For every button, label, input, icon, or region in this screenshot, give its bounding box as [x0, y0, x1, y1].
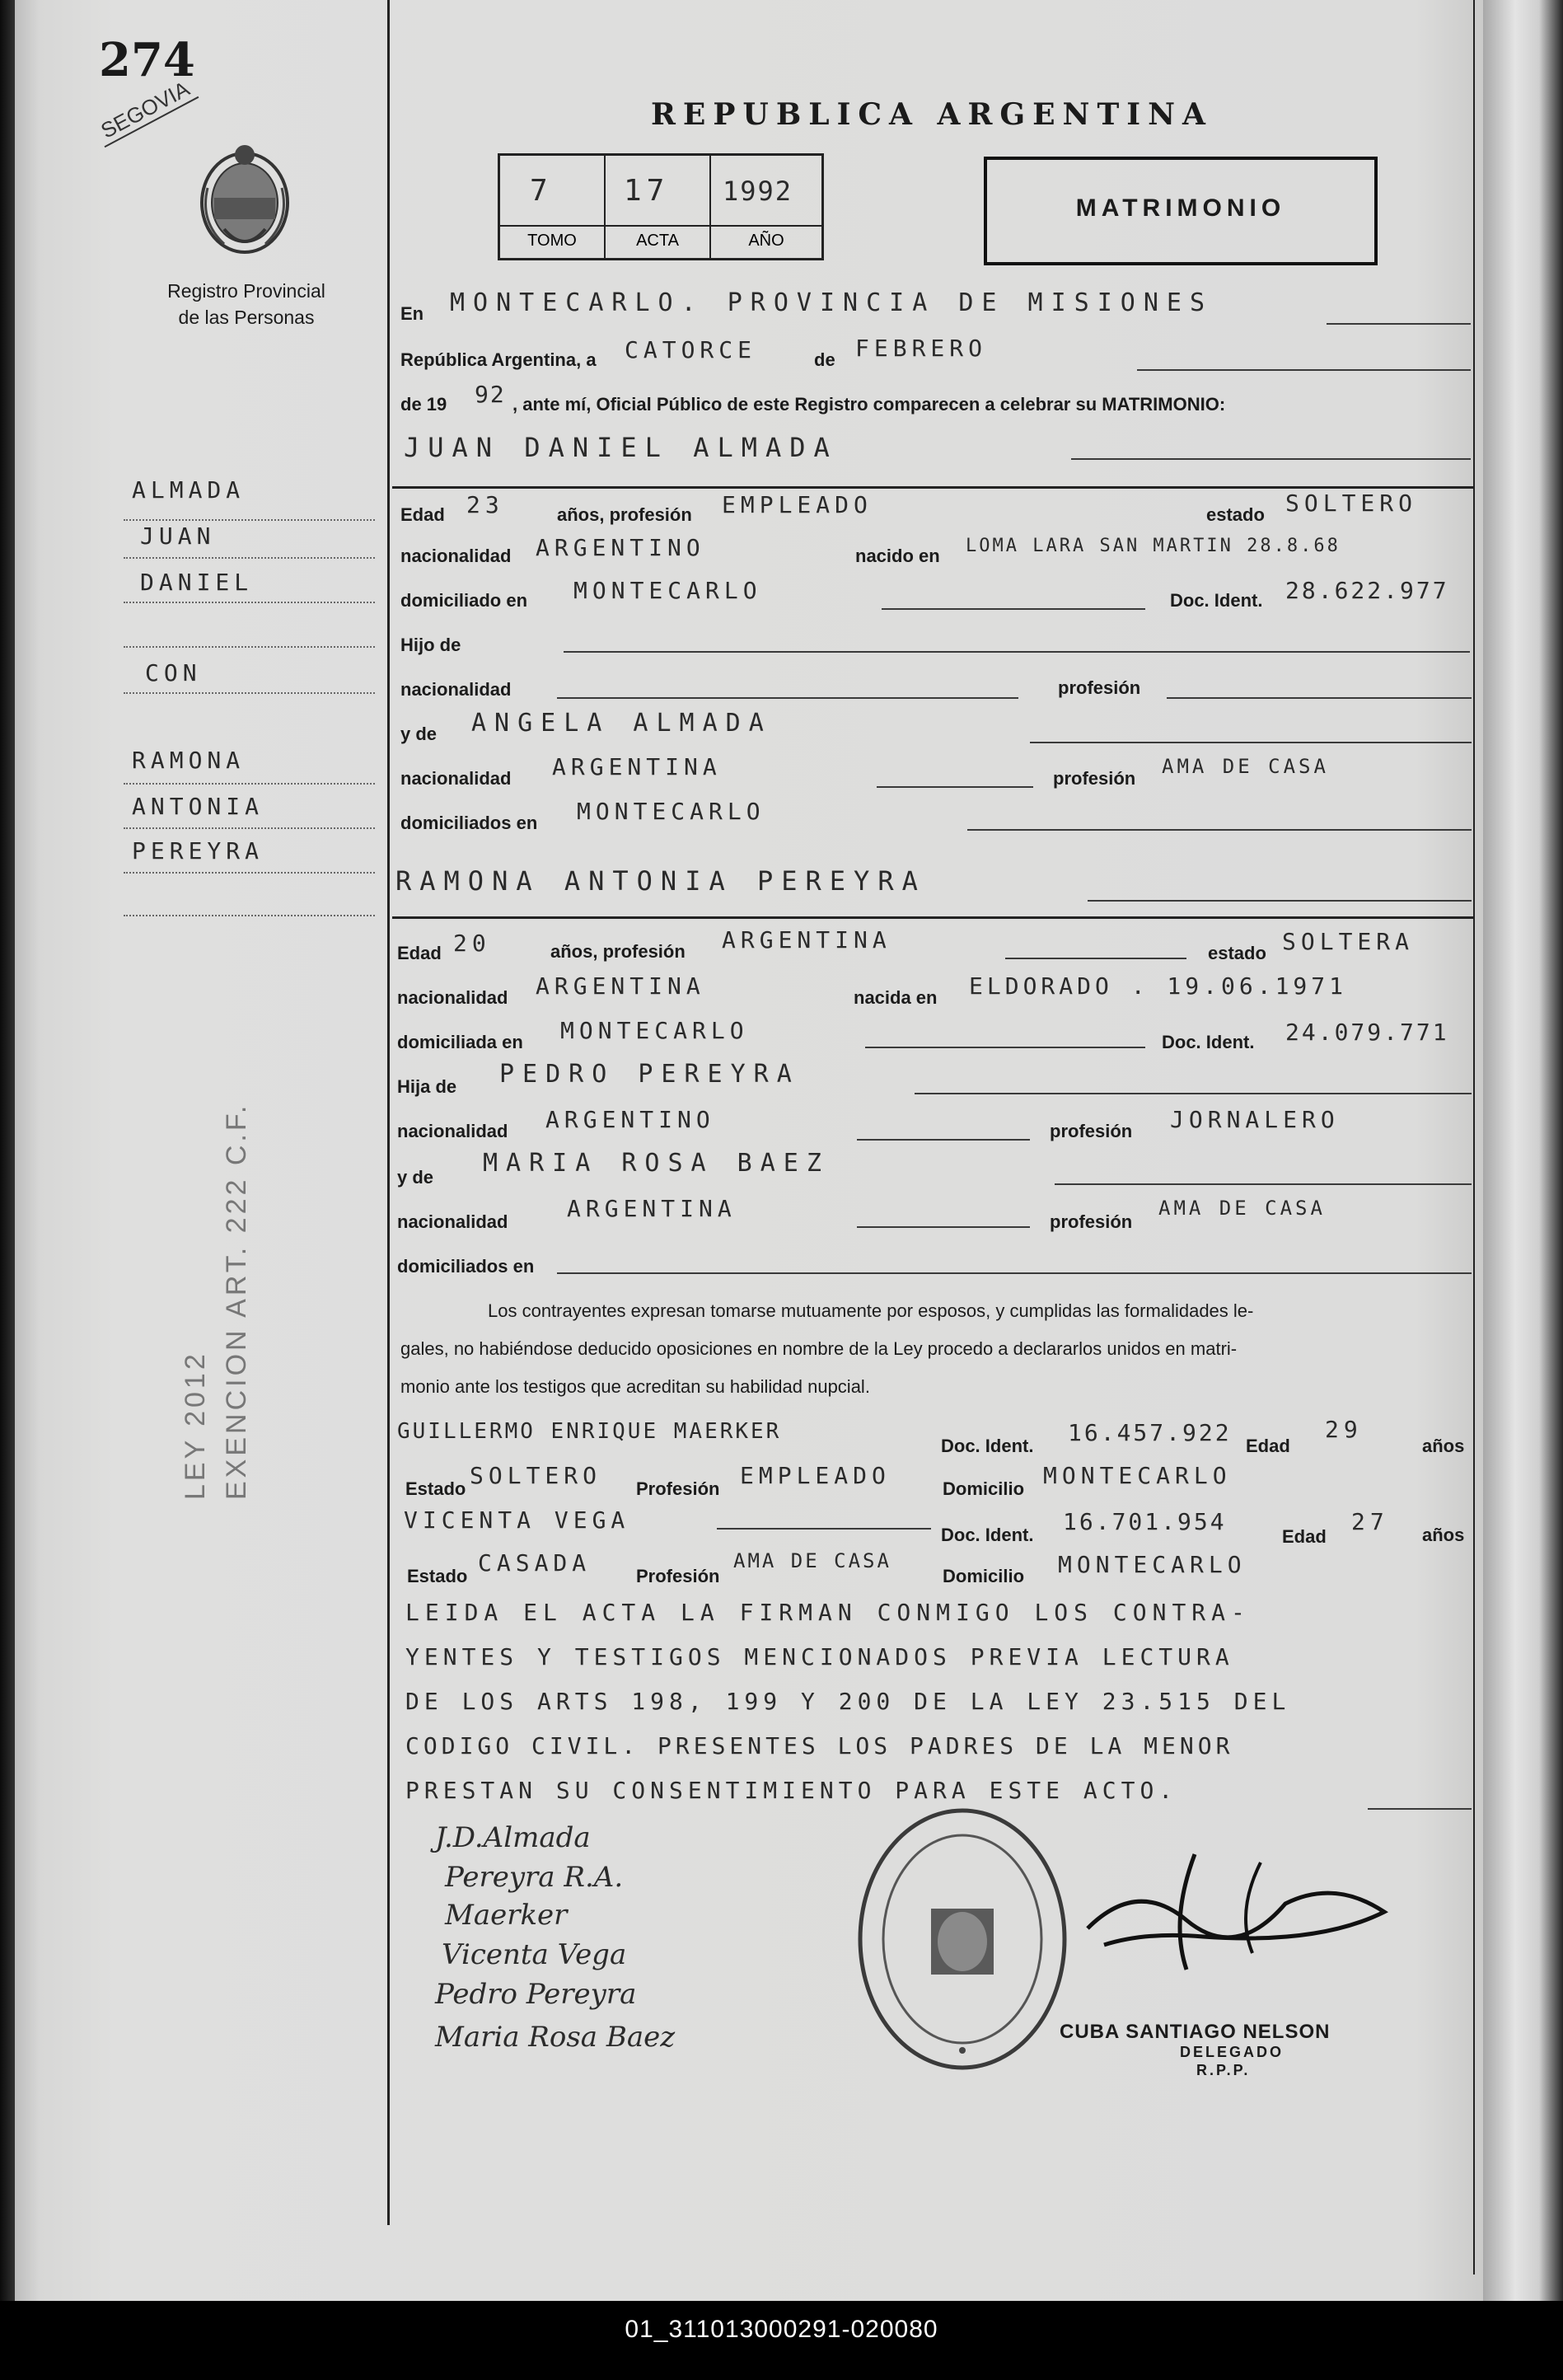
witness1-domicilio: MONTECARLO: [1043, 1462, 1232, 1489]
day-value: CATORCE: [625, 336, 757, 363]
official-seal-icon: [854, 1803, 1071, 2075]
groom-padre-prof-label: profesión: [1058, 677, 1141, 698]
groom-nacido: LOMA LARA SAN MARTIN 28.8.68: [966, 536, 1341, 556]
field-line: [1327, 323, 1471, 325]
signature-bride-father: Pedro Pereyra: [435, 1978, 637, 2011]
place-value: MONTECARLO. PROVINCIA DE MISIONES: [450, 288, 1214, 317]
declaration-line3: monio ante los testigos que acreditan su habilidad nupcial.: [400, 1376, 870, 1397]
margin-rule: [124, 519, 375, 521]
field-line: [857, 1226, 1030, 1228]
bride-padre-nac: ARGENTINO: [545, 1106, 715, 1133]
groom-domicilio-label: domiciliado en: [400, 590, 528, 611]
margin-rule: [124, 646, 375, 648]
signature-bride: Pereyra R.A.: [445, 1861, 624, 1894]
page-number: 274: [99, 33, 195, 87]
witness2-domicilio-label: Domicilio: [943, 1566, 1025, 1586]
margin-stamp: SEGOVIA: [92, 73, 199, 148]
field-line: [557, 697, 1018, 699]
bride-madre-prof: AMA DE CASA: [1158, 1197, 1326, 1220]
margin-name-line: CON: [145, 659, 202, 686]
witness1-profesion-label: Profesión: [636, 1478, 720, 1499]
margin-rule: [124, 557, 375, 559]
bride-madre-nac-label: nacionalidad: [397, 1211, 508, 1232]
field-line: [882, 608, 1145, 610]
country-title: REPUBLICA ARGENTINA: [651, 97, 1213, 132]
witness2-doc: 16.701.954: [1063, 1508, 1227, 1535]
groom-madre-prof-label: profesión: [1053, 768, 1136, 789]
declaration-line2: gales, no habiéndose deducido oposiciones en nombre de la Ley procedo a declararlos unidos en matri-: [400, 1338, 1238, 1359]
acta-label: ACTA: [606, 225, 709, 251]
bride-edad-label: Edad: [397, 943, 442, 963]
bride-estado: SOLTERA: [1282, 928, 1415, 955]
witness1-edad-label: Edad: [1246, 1436, 1290, 1456]
bride-estado-label: estado: [1208, 943, 1266, 963]
note-line: CODIGO CIVIL. PRESENTES LOS PADRES DE LA MENOR: [405, 1732, 1234, 1759]
field-line: [1005, 958, 1186, 959]
acta-value: 17: [624, 174, 670, 208]
witness2-profesion-label: Profesión: [636, 1566, 720, 1586]
bride-domicilio-label: domiciliada en: [397, 1032, 523, 1052]
field-line: [1071, 458, 1471, 460]
witness2-domicilio: MONTECARLO: [1058, 1551, 1247, 1578]
margin-name-line: JUAN: [140, 522, 216, 550]
groom-estado-label: estado: [1206, 504, 1265, 525]
field-line: [1030, 742, 1472, 743]
groom-domicilio: MONTECARLO: [573, 577, 762, 604]
margin-name-line: RAMONA: [132, 747, 246, 774]
record-number-box: [498, 153, 824, 260]
signature-witness1: Maerker: [445, 1899, 568, 1932]
bride-padre-nac-label: nacionalidad: [397, 1121, 508, 1141]
margin-rule: [124, 872, 375, 874]
acta-cell: [606, 156, 711, 258]
groom-doc-label: Doc. Ident.: [1170, 590, 1263, 611]
field-line: [1368, 1808, 1472, 1810]
exemption-stamp-line1: LEY 2012: [180, 1351, 211, 1500]
witness1-doc-label: Doc. Ident.: [941, 1436, 1034, 1456]
groom-edad: 23: [466, 491, 504, 518]
witness2-edad-label: Edad: [1282, 1526, 1327, 1547]
month-value: FEBRERO: [855, 335, 988, 362]
groom-madre-nac: ARGENTINA: [552, 753, 722, 780]
field-line: [557, 1272, 1472, 1274]
exemption-stamp-line2: EXENCION ART. 222 C.F.: [221, 1102, 252, 1500]
record-type: MATRIMONIO: [1075, 194, 1286, 222]
note-line: PRESTAN SU CONSENTIMIENTO PARA ESTE ACTO.: [405, 1777, 1178, 1804]
margin-name-line: DANIEL: [140, 569, 254, 596]
margin-rule: [124, 602, 375, 603]
groom-madre-prof: AMA DE CASA: [1162, 755, 1329, 778]
margin-rule: [124, 692, 375, 694]
field-line: [1088, 900, 1472, 902]
ano-value: 1992: [723, 176, 793, 207]
bride-padre: PEDRO PEREYRA: [499, 1060, 800, 1089]
groom-edad-label: Edad: [400, 504, 445, 525]
declaration-line1: Los contrayentes expresan tomarse mutuamente por esposos, y cumplidas las formalidades le-: [488, 1300, 1254, 1321]
republic-label: República Argentina, a: [400, 349, 597, 370]
witness1-estado-label: Estado: [405, 1478, 466, 1499]
groom-padres-dom-label: domiciliados en: [400, 813, 538, 833]
registry-name-line1: Registro Provincial: [167, 280, 325, 302]
note-line: YENTES Y TESTIGOS MENCIONADOS PREVIA LECTURA: [405, 1643, 1234, 1670]
margin-rule: [124, 783, 375, 785]
field-line: [857, 1139, 1030, 1141]
groom-nacido-label: nacido en: [855, 546, 940, 566]
witness2-estado-label: Estado: [407, 1566, 468, 1586]
margin-name-line: PEREYRA: [132, 837, 264, 864]
witness1-profesion: EMPLEADO: [740, 1462, 891, 1489]
note-line: LEIDA EL ACTA LA FIRMAN CONMIGO LOS CONTRA-: [405, 1599, 1251, 1626]
coat-of-arms-icon: [191, 138, 298, 259]
bride-nacida: ELDORADO . 19.06.1971: [969, 972, 1348, 1000]
image-identifier: 01_311013000291-020080: [625, 2316, 938, 2343]
groom-madre: ANGELA ALMADA: [471, 709, 772, 738]
bride-doc-label: Doc. Ident.: [1162, 1032, 1255, 1052]
margin-name-line: ANTONIA: [132, 793, 264, 820]
tomo-label: TOMO: [500, 225, 604, 251]
field-line: [717, 1528, 931, 1530]
bride-nacionalidad: ARGENTINA: [536, 972, 705, 1000]
bride-madre-prof-label: profesión: [1050, 1211, 1133, 1232]
official-signature-icon: [1071, 1846, 1417, 1978]
bride-edad: 20: [453, 930, 491, 957]
signature-groom: J.D.Almada: [435, 1821, 591, 1854]
official-title: DELEGADO: [1180, 2044, 1285, 2060]
groom-profesion-label: años, profesión: [557, 504, 692, 525]
en-label: En: [400, 303, 424, 324]
groom-padres-dom: MONTECARLO: [577, 798, 765, 825]
page-edge: [1483, 0, 1563, 2301]
signature-bride-mother: Maria Rosa Baez: [435, 2021, 676, 2054]
witness1-domicilio-label: Domicilio: [943, 1478, 1025, 1499]
field-line: [967, 829, 1472, 831]
field-line: [1055, 1183, 1472, 1185]
bride-padre-prof-label: profesión: [1050, 1121, 1133, 1141]
right-border: [1473, 0, 1475, 2275]
field-line: [1167, 697, 1472, 699]
witness1-name: GUILLERMO ENRIQUE MAERKER: [397, 1419, 782, 1444]
field-line: [1137, 369, 1471, 371]
bride-full-name: RAMONA ANTONIA PEREYRA: [395, 865, 926, 897]
year-suffix: 92: [475, 381, 506, 408]
groom-nacionalidad-label: nacionalidad: [400, 546, 512, 566]
witness2-anos-label: años: [1422, 1525, 1465, 1545]
witness2-estado: CASADA: [478, 1549, 592, 1577]
groom-nacionalidad: ARGENTINO: [536, 534, 705, 561]
section-divider: [392, 486, 1473, 489]
field-line: [865, 1047, 1145, 1048]
groom-yde-label: y de: [400, 724, 438, 744]
signature-witness2: Vicenta Vega: [442, 1938, 627, 1971]
bride-padres-dom-label: domiciliados en: [397, 1256, 535, 1277]
field-line: [564, 651, 1470, 653]
official-name: CUBA SANTIAGO NELSON: [1060, 2021, 1331, 2043]
witness2-profesion: AMA DE CASA: [733, 1549, 891, 1572]
groom-doc: 28.622.977: [1285, 577, 1449, 604]
witness1-doc: 16.457.922: [1068, 1419, 1232, 1446]
witness2-name: VICENTA VEGA: [404, 1506, 630, 1534]
bride-madre-nac: ARGENTINA: [567, 1195, 737, 1222]
witness2-doc-label: Doc. Ident.: [941, 1525, 1034, 1545]
bride-yde-label: y de: [397, 1167, 434, 1188]
groom-estado: SOLTERO: [1285, 490, 1418, 517]
bride-domicilio: MONTECARLO: [560, 1017, 749, 1044]
tomo-value: 7: [530, 174, 553, 208]
witness1-estado: SOLTERO: [470, 1462, 602, 1489]
tomo-cell: [500, 156, 606, 258]
ano-label: AÑO: [711, 225, 821, 251]
witness1-edad: 29: [1325, 1416, 1363, 1443]
groom-profesion: EMPLEADO: [722, 491, 873, 518]
official-office: R.P.P.: [1196, 2062, 1251, 2078]
bride-hija-label: Hija de: [397, 1076, 457, 1097]
de-label: de: [814, 349, 835, 370]
registry-name-line2: de las Personas: [178, 307, 315, 328]
bride-padre-prof: JORNALERO: [1170, 1106, 1340, 1133]
groom-hijo-label: Hijo de: [400, 635, 461, 655]
bride-doc: 24.079.771: [1285, 1019, 1449, 1046]
section-divider: [392, 916, 1473, 919]
ano-cell: [711, 156, 821, 258]
margin-divider: [387, 0, 390, 2225]
margin-rule: [124, 915, 375, 916]
bride-nacida-label: nacida en: [854, 987, 938, 1008]
groom-full-name: JUAN DANIEL ALMADA: [404, 432, 838, 463]
groom-padre-nac-label: nacionalidad: [400, 679, 512, 700]
margin-rule: [124, 827, 375, 829]
field-line: [915, 1093, 1472, 1094]
bride-profesion-label: años, profesión: [550, 941, 686, 962]
witness1-anos-label: años: [1422, 1436, 1465, 1456]
statement-text: , ante mí, Oficial Público de este Registro comparecen a celebrar su MATRIMONIO:: [512, 394, 1226, 415]
bride-profesion: ARGENTINA: [722, 926, 891, 953]
note-line: DE LOS ARTS 198, 199 Y 200 DE LA LEY 23.515 DEL: [405, 1688, 1291, 1715]
groom-madre-nac-label: nacionalidad: [400, 768, 512, 789]
field-line: [877, 786, 1033, 788]
bride-nacionalidad-label: nacionalidad: [397, 987, 508, 1008]
bride-madre: MARIA ROSA BAEZ: [483, 1149, 830, 1178]
record-type-box: [984, 157, 1378, 265]
margin-name-line: ALMADA: [132, 476, 246, 504]
year-prefix: de 19: [400, 394, 447, 415]
witness2-edad: 27: [1351, 1508, 1389, 1535]
